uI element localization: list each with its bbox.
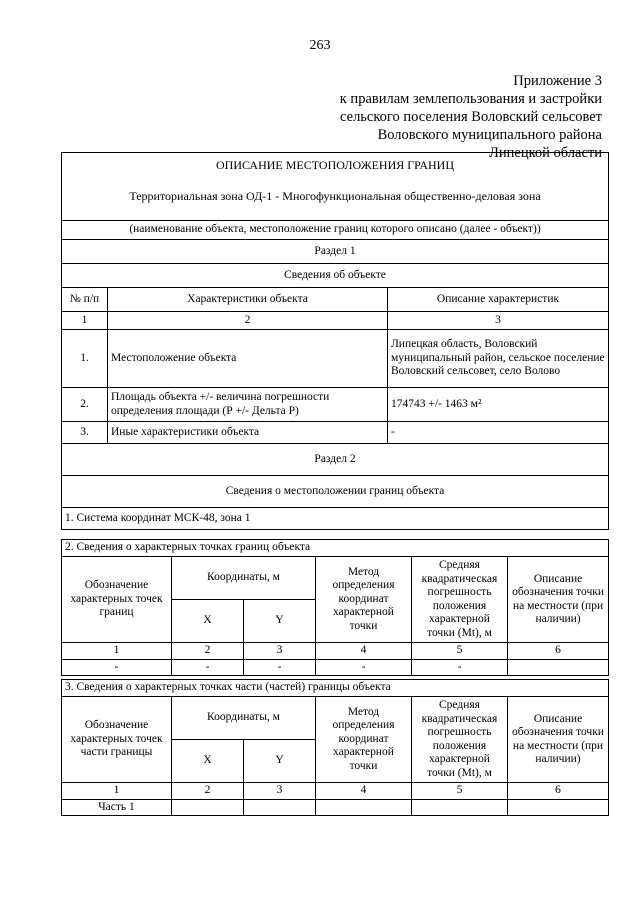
appendix-line: сельского поселения Воловский сельсовет: [340, 109, 602, 125]
appendix-line: к правилам землепользования и застройки: [339, 91, 602, 107]
row-number: 1.: [62, 330, 108, 388]
column-header: Описание характеристик: [388, 288, 609, 312]
table-row: [62, 330, 609, 388]
part-points-title: 3. Сведения о характерных точках части (частей) границы объекта: [62, 680, 609, 697]
section1-subheading: Сведения об объекте: [62, 264, 609, 288]
row-number: 3.: [62, 422, 108, 444]
table-cell: -: [62, 659, 172, 676]
table-row: [62, 799, 609, 816]
part-label: Часть 1: [62, 799, 172, 816]
table-cell: -: [244, 659, 316, 676]
column-number: 1: [62, 783, 172, 800]
characteristic-value: Липецкая область, Воловский муниципальный район, сельское поселение Воловский сельсовет, село Волово: [388, 330, 609, 388]
object-info-table: [61, 152, 609, 530]
column-header: № п/п: [62, 288, 108, 312]
column-header: Описание обозначения точки на местности (при наличии): [508, 557, 609, 643]
column-header: Обозначение характерных точек границ: [62, 557, 172, 643]
row-number: 2.: [62, 388, 108, 422]
table-cell: -: [172, 659, 244, 676]
column-number: 2: [172, 783, 244, 800]
column-number: 6: [508, 643, 609, 660]
part-boundary-points-table: [61, 679, 609, 816]
column-header: X: [172, 600, 244, 643]
column-header: Метод определения координат характерной точки: [316, 697, 412, 783]
column-header: X: [172, 740, 244, 783]
characteristic-value: 174743 +/- 1463 м²: [388, 388, 609, 422]
column-header: Координаты, м: [172, 697, 316, 740]
column-header: Средняя квадратическая погрешность положения характерной точки (Mt), м: [412, 697, 508, 783]
column-number: 4: [316, 783, 412, 800]
appendix-line: Воловского муниципального района: [377, 127, 602, 143]
column-number: 5: [412, 783, 508, 800]
column-number: 1: [62, 643, 172, 660]
table-row: [62, 422, 609, 444]
column-number: 1: [62, 312, 108, 330]
coordinate-system: 1. Система координат МСК-48, зона 1: [62, 508, 609, 530]
appendix-line: Приложение 3: [513, 73, 602, 89]
document-header: [62, 153, 609, 221]
table-cell: -: [412, 659, 508, 676]
characteristic-name: Иные характеристики объекта: [108, 422, 388, 444]
section1-heading: Раздел 1: [62, 240, 609, 264]
column-header: Y: [244, 740, 316, 783]
characteristic-value: -: [388, 422, 609, 444]
column-header: Обозначение характерных точек части границы: [62, 697, 172, 783]
table-cell: [316, 799, 412, 816]
section2-subheading: Сведения о местоположении границ объекта: [62, 476, 609, 508]
table-row: [62, 659, 609, 676]
page-number: 263: [309, 38, 331, 53]
characteristic-name: Площадь объекта +/- величина погрешности определения площади (Р +/- Дельта Р): [108, 388, 388, 422]
column-header: Метод определения координат характерной точки: [316, 557, 412, 643]
column-number: 3: [244, 643, 316, 660]
column-header: Описание обозначения точки на местности (при наличии): [508, 697, 609, 783]
column-header: Координаты, м: [172, 557, 316, 600]
zone-name: Территориальная зона ОД-1 - Многофункциональная общественно-деловая зона: [129, 188, 541, 203]
section2-heading: Раздел 2: [62, 444, 609, 476]
table-cell: -: [316, 659, 412, 676]
column-number: 5: [412, 643, 508, 660]
appendix-block: [340, 72, 602, 162]
column-number: 6: [508, 783, 609, 800]
table-cell: [172, 799, 244, 816]
table-row: [62, 388, 609, 422]
table-cell: [244, 799, 316, 816]
column-header: Средняя квадратическая погрешность положения характерной точки (Mt), м: [412, 557, 508, 643]
table-cell: [508, 799, 609, 816]
appendix-line: Липецкой области: [489, 145, 602, 161]
boundary-points-table: [61, 539, 609, 676]
object-note: (наименование объекта, местоположение границ которого описано (далее - объект)): [62, 221, 609, 240]
document-title: ОПИСАНИЕ МЕСТОПОЛОЖЕНИЯ ГРАНИЦ: [216, 158, 454, 172]
column-number: 4: [316, 643, 412, 660]
column-number: 3: [244, 783, 316, 800]
column-number: 2: [108, 312, 388, 330]
column-number: 2: [172, 643, 244, 660]
points-title: 2. Сведения о характерных точках границ объекта: [62, 540, 609, 557]
column-header: Y: [244, 600, 316, 643]
column-header: Характеристики объекта: [108, 288, 388, 312]
table-cell: [508, 659, 609, 676]
table-cell: [412, 799, 508, 816]
column-number: 3: [388, 312, 609, 330]
characteristic-name: Местоположение объекта: [108, 330, 388, 388]
